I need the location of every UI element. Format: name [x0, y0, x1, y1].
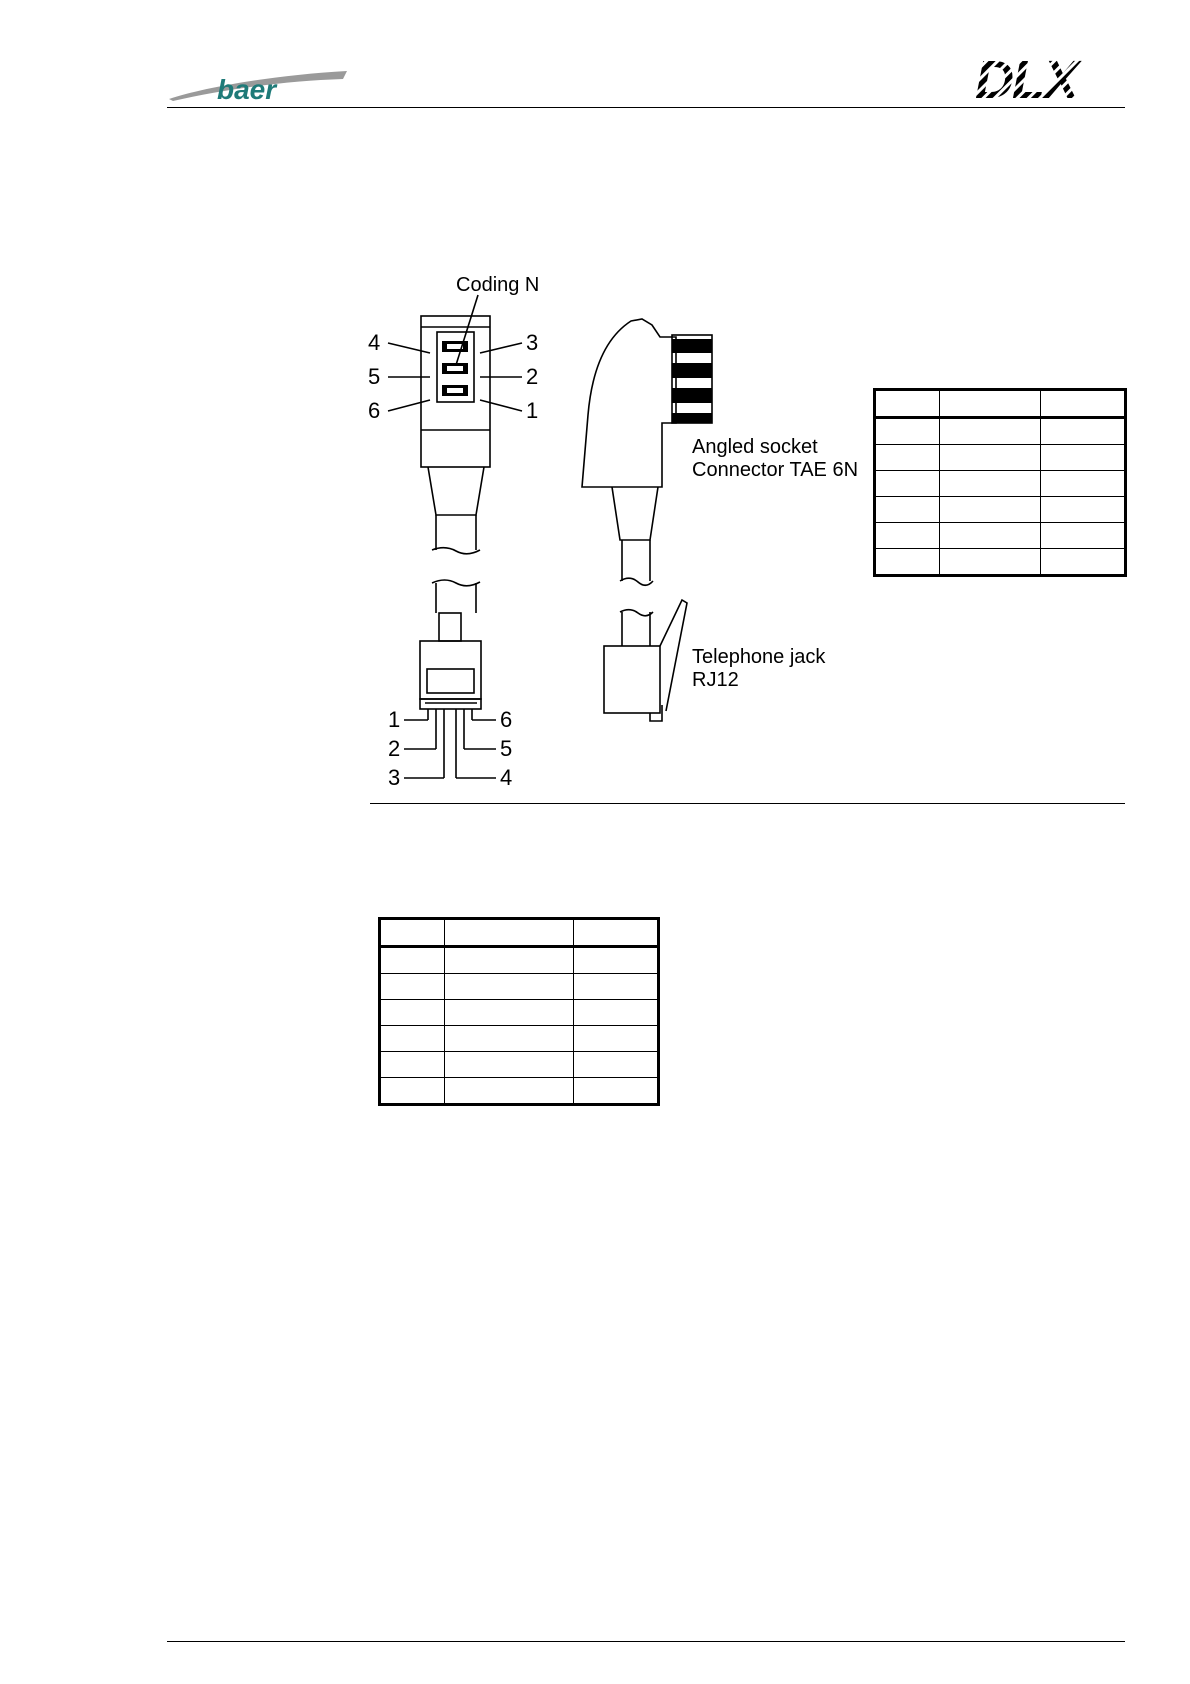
table-row — [875, 471, 1126, 497]
table-row — [875, 497, 1126, 523]
figure-rule — [370, 803, 1125, 804]
table-row — [380, 1026, 659, 1052]
rj12-plug-front — [420, 583, 481, 709]
rj12-pin-left-1: 1 — [388, 707, 401, 732]
table-row — [380, 1000, 659, 1026]
dlx-logo-text: DLX — [975, 52, 1077, 102]
table-row — [875, 523, 1126, 549]
baer-logo-text: baer — [217, 74, 277, 105]
footer-rule — [167, 1641, 1125, 1642]
rj12-pin-right-6: 6 — [500, 707, 513, 732]
tae-pin-left-5: 5 — [368, 364, 381, 389]
angled-socket-label-line1: Angled socket — [692, 436, 818, 458]
table-row — [380, 919, 659, 947]
table-row — [380, 974, 659, 1000]
rj12-pin-table — [378, 917, 660, 1106]
telephone-jack-label-line1: Telephone jack — [692, 646, 826, 668]
baer-logo — [165, 65, 350, 105]
header-rule — [167, 107, 1125, 108]
coding-label: Coding N — [456, 274, 540, 296]
table-row — [875, 445, 1126, 471]
table-row — [875, 549, 1126, 576]
rj12-pin-left-2: 2 — [388, 736, 401, 761]
tae-plug-front — [421, 316, 490, 586]
tae-pin-right-3: 3 — [526, 330, 539, 355]
tae-pin-right-2: 2 — [526, 364, 539, 389]
tae-pin-left-6: 6 — [368, 398, 381, 423]
table-row — [875, 390, 1126, 418]
telephone-jack-label-line2: RJ12 — [692, 669, 739, 691]
table-row — [875, 418, 1126, 445]
tae-pin-right-1: 1 — [526, 398, 539, 423]
table-row — [380, 1078, 659, 1105]
dlx-logo — [975, 52, 1125, 102]
angled-socket-label-line2: Connector TAE 6N — [692, 459, 859, 481]
tae-pin-table — [873, 388, 1127, 577]
table-row — [380, 947, 659, 974]
rj12-pin-right-5: 5 — [500, 736, 513, 761]
table-row — [380, 1052, 659, 1078]
rj12-pin-left-3: 3 — [388, 765, 401, 790]
rj12-pin-right-4: 4 — [500, 765, 513, 790]
tae-pin-left-4: 4 — [368, 330, 381, 355]
